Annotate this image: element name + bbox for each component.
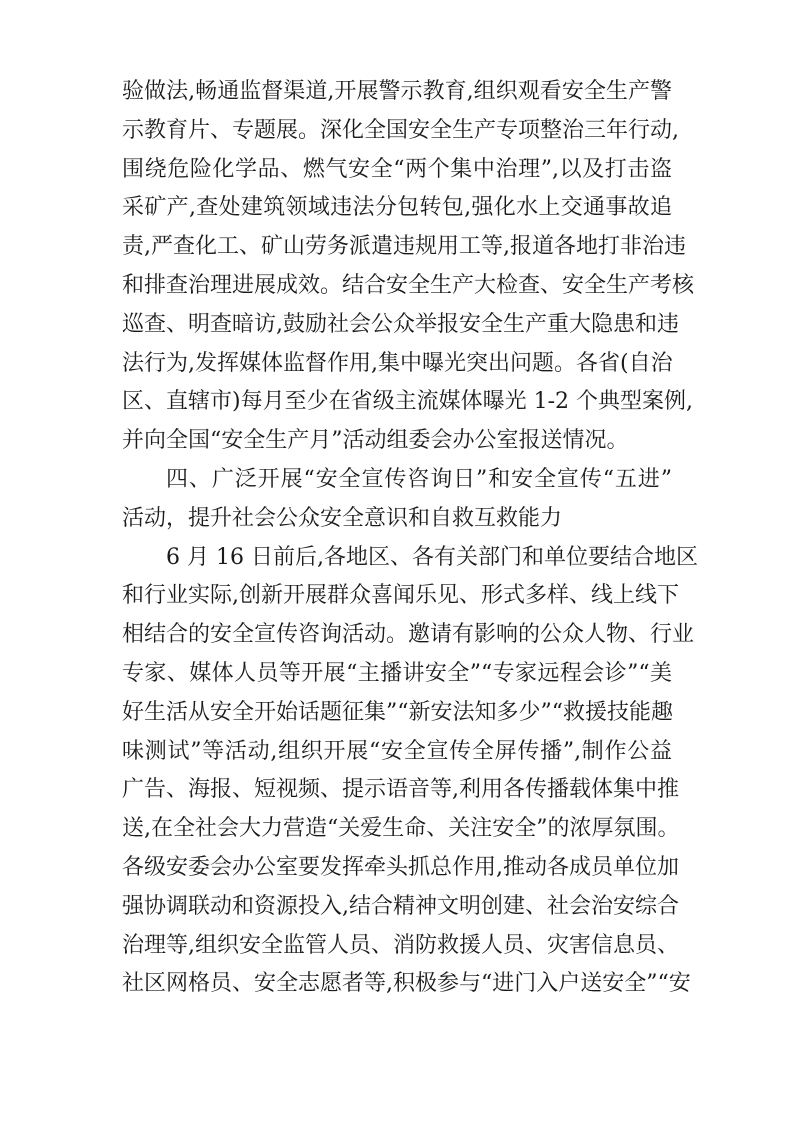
body-text-line: 区、直辖市)每月至少在省级主流媒体曝光 1-2 个典型案例, bbox=[122, 389, 693, 415]
body-text-line: 和行业实际,创新开展群众喜闻乐见、形式多样、线上线下 bbox=[122, 583, 679, 609]
body-text-line: 味测试”等活动,组织开展“安全宣传全屏传播”,制作公益 bbox=[122, 738, 672, 764]
body-text-line: 6 月 16 日前后,各地区、各有关部门和单位要结合地区 bbox=[166, 544, 698, 570]
body-text-line: 社区网格员、安全志愿者等,积极参与“进门入户送安全”“安 bbox=[122, 971, 691, 997]
body-text-line: 法行为,发挥媒体监督作用,集中曝光突出问题。各省(自治 bbox=[122, 350, 673, 376]
body-text-line: 治理等,组织安全监管人员、消防救援人员、灾害信息员、 bbox=[122, 932, 679, 958]
body-text-line: 送,在全社会大力营造“关爱生命、关注安全”的浓厚氛围。 bbox=[122, 816, 680, 842]
body-text-line: 相结合的安全宣传咨询活动。邀请有影响的公众人物、行业 bbox=[122, 622, 695, 648]
body-text-line: 各级安委会办公室要发挥牵头抓总作用,推动各成员单位加 bbox=[122, 855, 679, 880]
body-text-line: 巡查、明查暗访,鼓励社会公众举报安全生产重大隐患和违 bbox=[122, 311, 679, 337]
body-text-line: 示教育片、专题展。深化全国安全生产专项整治三年行动, bbox=[122, 117, 679, 143]
body-text-line: 专家、媒体人员等开展“主播讲安全”“专家远程会诊”“美 bbox=[122, 661, 672, 686]
body-text-line: 并向全国“安全生产月”活动组委会办公室报送情况。 bbox=[122, 428, 629, 454]
body-text-line: 和排查治理进展成效。结合安全生产大检查、安全生产考核 bbox=[122, 273, 695, 298]
body-text-line: 验做法,畅通监督渠道,开展警示教育,组织观看安全生产警 bbox=[122, 79, 672, 104]
section-heading: 活动，提升社会公众安全意识和自救互救能力 bbox=[122, 505, 563, 531]
body-text-line: 围绕危险化学品、燃气安全“两个集中治理”,以及打击盗 bbox=[122, 156, 672, 182]
body-text-line: 好生活从安全开始话题征集”“新安法知多少”“救援技能趣 bbox=[122, 699, 673, 725]
body-text-line: 广告、海报、短视频、提示语音等,利用各传播载体集中推 bbox=[122, 777, 679, 803]
body-text-line: 采矿产,查处建筑领域违法分包转包,强化水上交通事故追 bbox=[122, 195, 672, 221]
body-text-line: 强协调联动和资源投入,结合精神文明创建、社会治安综合 bbox=[122, 893, 679, 919]
body-text-line: 责,严查化工、矿山劳务派遣违规用工等,报道各地打非治违 bbox=[122, 234, 686, 260]
section-heading: 四、广泛开展“安全宣传咨询日”和安全宣传“五进” bbox=[166, 467, 672, 492]
